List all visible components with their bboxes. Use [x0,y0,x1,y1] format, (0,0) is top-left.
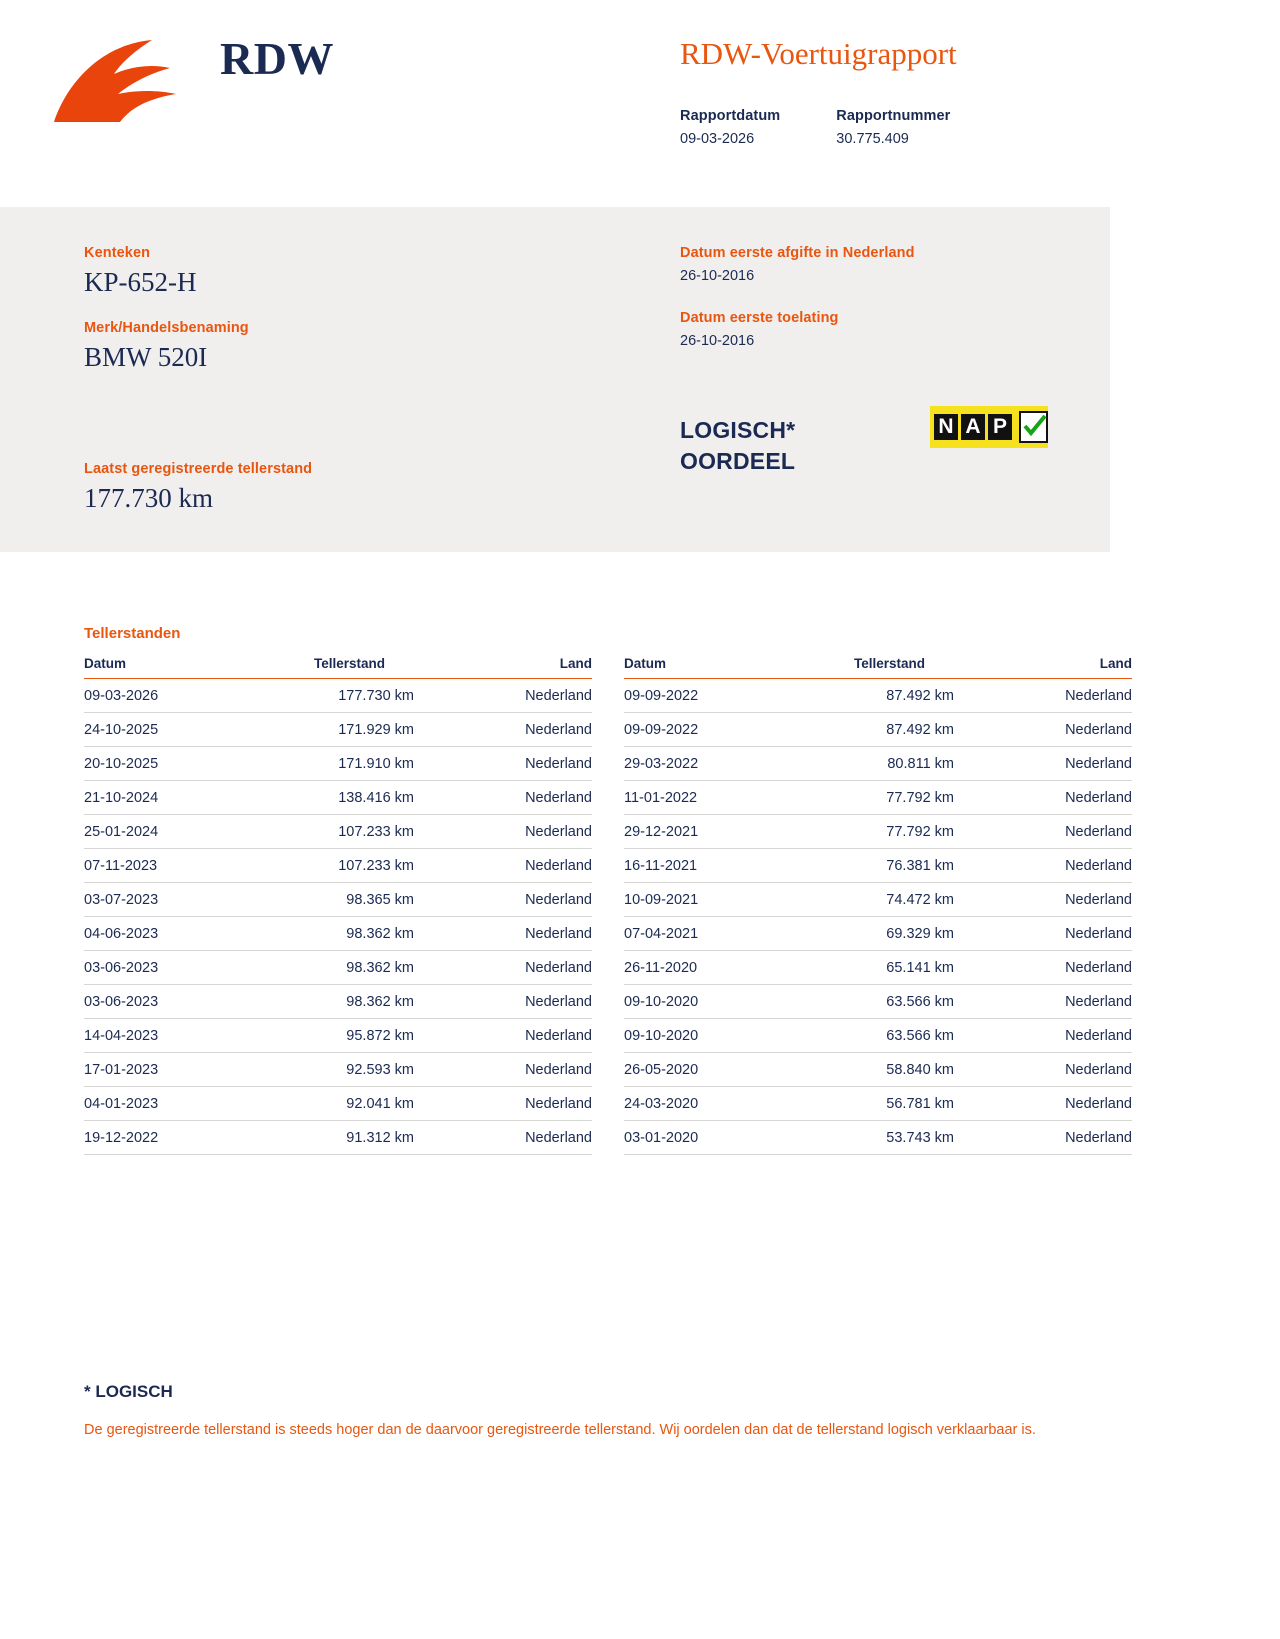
footnote [84,1382,1064,1443]
cell-datum: 24-03-2020 [624,1087,774,1121]
col-header-tellerstand: Tellerstand [234,652,434,679]
table-row [624,883,1132,917]
table-row [624,781,1132,815]
col-header-datum: Datum [84,652,234,679]
verdict-text [680,415,795,477]
cell-tellerstand: 98.365 km [234,883,434,917]
cell-datum: 26-05-2020 [624,1053,774,1087]
cell-datum: 21-10-2024 [84,781,234,815]
cell-land: Nederland [434,1121,592,1155]
cell-tellerstand: 92.593 km [234,1053,434,1087]
check-icon [1019,411,1048,443]
cell-land: Nederland [974,1053,1132,1087]
cell-tellerstand: 92.041 km [234,1087,434,1121]
cell-datum: 26-11-2020 [624,951,774,985]
table-row [84,713,592,747]
cell-tellerstand: 87.492 km [774,713,974,747]
col-header-land: Land [974,652,1132,679]
cell-datum: 29-03-2022 [624,747,774,781]
table-row [624,679,1132,713]
cell-land: Nederland [974,1087,1132,1121]
report-meta [680,108,1006,147]
col-header-tellerstand: Tellerstand [774,652,974,679]
kenteken-label: Kenteken [84,245,151,261]
cell-datum: 14-04-2023 [84,1019,234,1053]
table-row [84,917,592,951]
table-row [624,1019,1132,1053]
last-odometer-label: Laatst geregistreerde tellerstand [84,461,313,477]
table-row [84,781,592,815]
table-row [624,713,1132,747]
cell-datum: 03-01-2020 [624,1121,774,1155]
table-row [84,1087,592,1121]
table-row [624,951,1132,985]
cell-land: Nederland [434,679,592,713]
rdw-flame-icon [48,36,198,128]
cell-tellerstand: 58.840 km [774,1053,974,1087]
table-row [624,815,1132,849]
verdict-line-2: OORDEEL [680,448,796,475]
cell-datum: 29-12-2021 [624,815,774,849]
cell-land: Nederland [434,1019,592,1053]
cell-land: Nederland [434,781,592,815]
cell-tellerstand: 177.730 km [234,679,434,713]
cell-tellerstand: 69.329 km [774,917,974,951]
odometer-tables [84,652,1132,1155]
table-row [84,815,592,849]
report-header [0,0,1280,200]
cell-land: Nederland [974,781,1132,815]
table-row [84,849,592,883]
cell-datum: 25-01-2024 [84,815,234,849]
col-header-land: Land [434,652,592,679]
cell-land: Nederland [434,883,592,917]
cell-tellerstand: 98.362 km [234,951,434,985]
cell-datum: 11-01-2022 [624,781,774,815]
odometer-section-title: Tellerstanden [84,625,181,642]
cell-datum: 24-10-2025 [84,713,234,747]
cell-datum: 03-06-2023 [84,951,234,985]
merk-label: Merk/Handelsbenaming [84,320,249,336]
cell-tellerstand: 77.792 km [774,815,974,849]
table-row [84,679,592,713]
cell-datum: 20-10-2025 [84,747,234,781]
cell-datum: 03-07-2023 [84,883,234,917]
cell-land: Nederland [434,849,592,883]
table-row [84,747,592,781]
report-date-block [680,108,780,147]
cell-datum: 03-06-2023 [84,985,234,1019]
odometer-left-body [84,679,592,1155]
table-row [84,951,592,985]
cell-tellerstand: 65.141 km [774,951,974,985]
cell-land: Nederland [434,815,592,849]
table-row [84,1053,592,1087]
rdw-logo [48,18,348,128]
cell-land: Nederland [974,747,1132,781]
cell-land: Nederland [974,815,1132,849]
nap-letter-n: N [934,414,958,440]
cell-land: Nederland [974,679,1132,713]
table-row [84,1019,592,1053]
cell-datum: 04-01-2023 [84,1087,234,1121]
cell-land: Nederland [434,1087,592,1121]
table-header-row [624,652,1132,679]
cell-land: Nederland [974,917,1132,951]
vehicle-dates-block [680,245,1100,375]
table-row [624,985,1132,1019]
nap-letters [934,414,1015,440]
table-row [84,883,592,917]
cell-tellerstand: 98.362 km [234,985,434,1019]
cell-datum: 09-09-2022 [624,679,774,713]
cell-datum: 07-04-2021 [624,917,774,951]
panel-spacer [84,395,584,461]
cell-land: Nederland [434,1053,592,1087]
cell-datum: 09-10-2020 [624,985,774,1019]
cell-datum: 16-11-2021 [624,849,774,883]
table-row [84,985,592,1019]
cell-datum: 09-03-2026 [84,679,234,713]
cell-land: Nederland [974,985,1132,1019]
first-admission-value: 26-10-2016 [680,333,755,349]
cell-tellerstand: 107.233 km [234,849,434,883]
cell-land: Nederland [974,1121,1132,1155]
cell-land: Nederland [434,951,592,985]
cell-tellerstand: 138.416 km [234,781,434,815]
cell-tellerstand: 56.781 km [774,1087,974,1121]
cell-land: Nederland [974,713,1132,747]
cell-tellerstand: 74.472 km [774,883,974,917]
report-date-value: 09-03-2026 [680,131,755,147]
cell-datum: 17-01-2023 [84,1053,234,1087]
rdw-logo-text: RDW [220,33,334,84]
nap-badge [930,406,1048,448]
table-row [624,849,1132,883]
cell-land: Nederland [974,1019,1132,1053]
table-row [624,1053,1132,1087]
last-odometer-value: 177.730 km [84,483,214,513]
cell-tellerstand: 80.811 km [774,747,974,781]
verdict-line-1: LOGISCH* [680,417,796,443]
merk-value: BMW 520I [84,342,208,372]
cell-tellerstand: 87.492 km [774,679,974,713]
vehicle-summary-panel [0,207,1110,552]
table-row [84,1121,592,1155]
cell-tellerstand: 107.233 km [234,815,434,849]
vehicle-identity-block [84,245,584,536]
first-admission-label: Datum eerste toelating [680,310,839,326]
cell-land: Nederland [974,883,1132,917]
cell-datum: 04-06-2023 [84,917,234,951]
nap-letter-p: P [988,414,1012,440]
cell-tellerstand: 95.872 km [234,1019,434,1053]
cell-datum: 07-11-2023 [84,849,234,883]
report-date-label: Rapportdatum [680,108,781,124]
cell-tellerstand: 98.362 km [234,917,434,951]
cell-land: Nederland [434,713,592,747]
cell-land: Nederland [434,747,592,781]
footnote-text: De geregistreerde tellerstand is steeds hoger dan de daarvoor geregistreerde tellerstand. Wij oordelen dan dat de tellerstand logisch verklaarbaar is. [84,1422,1036,1438]
cell-tellerstand: 63.566 km [774,985,974,1019]
col-header-datum: Datum [624,652,774,679]
cell-datum: 09-09-2022 [624,713,774,747]
footnote-title: * LOGISCH [84,1382,173,1401]
table-row [624,747,1132,781]
table-row [624,917,1132,951]
page-title: RDW-Voertuigrapport [680,36,957,71]
cell-tellerstand: 76.381 km [774,849,974,883]
kenteken-value: KP-652-H [84,267,197,297]
cell-tellerstand: 63.566 km [774,1019,974,1053]
table-row [624,1087,1132,1121]
odometer-table-left [84,652,592,1155]
cell-datum: 19-12-2022 [84,1121,234,1155]
cell-land: Nederland [974,849,1132,883]
nap-letter-a: A [961,414,985,440]
report-number-value: 30.775.409 [836,131,909,147]
cell-land: Nederland [434,985,592,1019]
cell-land: Nederland [974,951,1132,985]
cell-tellerstand: 77.792 km [774,781,974,815]
table-header-row [84,652,592,679]
report-number-block [836,108,950,147]
odometer-table-right [624,652,1132,1155]
cell-datum: 10-09-2021 [624,883,774,917]
first-issue-nl-value: 26-10-2016 [680,268,755,284]
cell-tellerstand: 91.312 km [234,1121,434,1155]
cell-land: Nederland [434,917,592,951]
odometer-right-body [624,679,1132,1155]
first-issue-nl-label: Datum eerste afgifte in Nederland [680,245,915,261]
cell-tellerstand: 171.929 km [234,713,434,747]
cell-datum: 09-10-2020 [624,1019,774,1053]
cell-tellerstand: 171.910 km [234,747,434,781]
report-number-label: Rapportnummer [836,108,951,124]
cell-tellerstand: 53.743 km [774,1121,974,1155]
table-row [624,1121,1132,1155]
